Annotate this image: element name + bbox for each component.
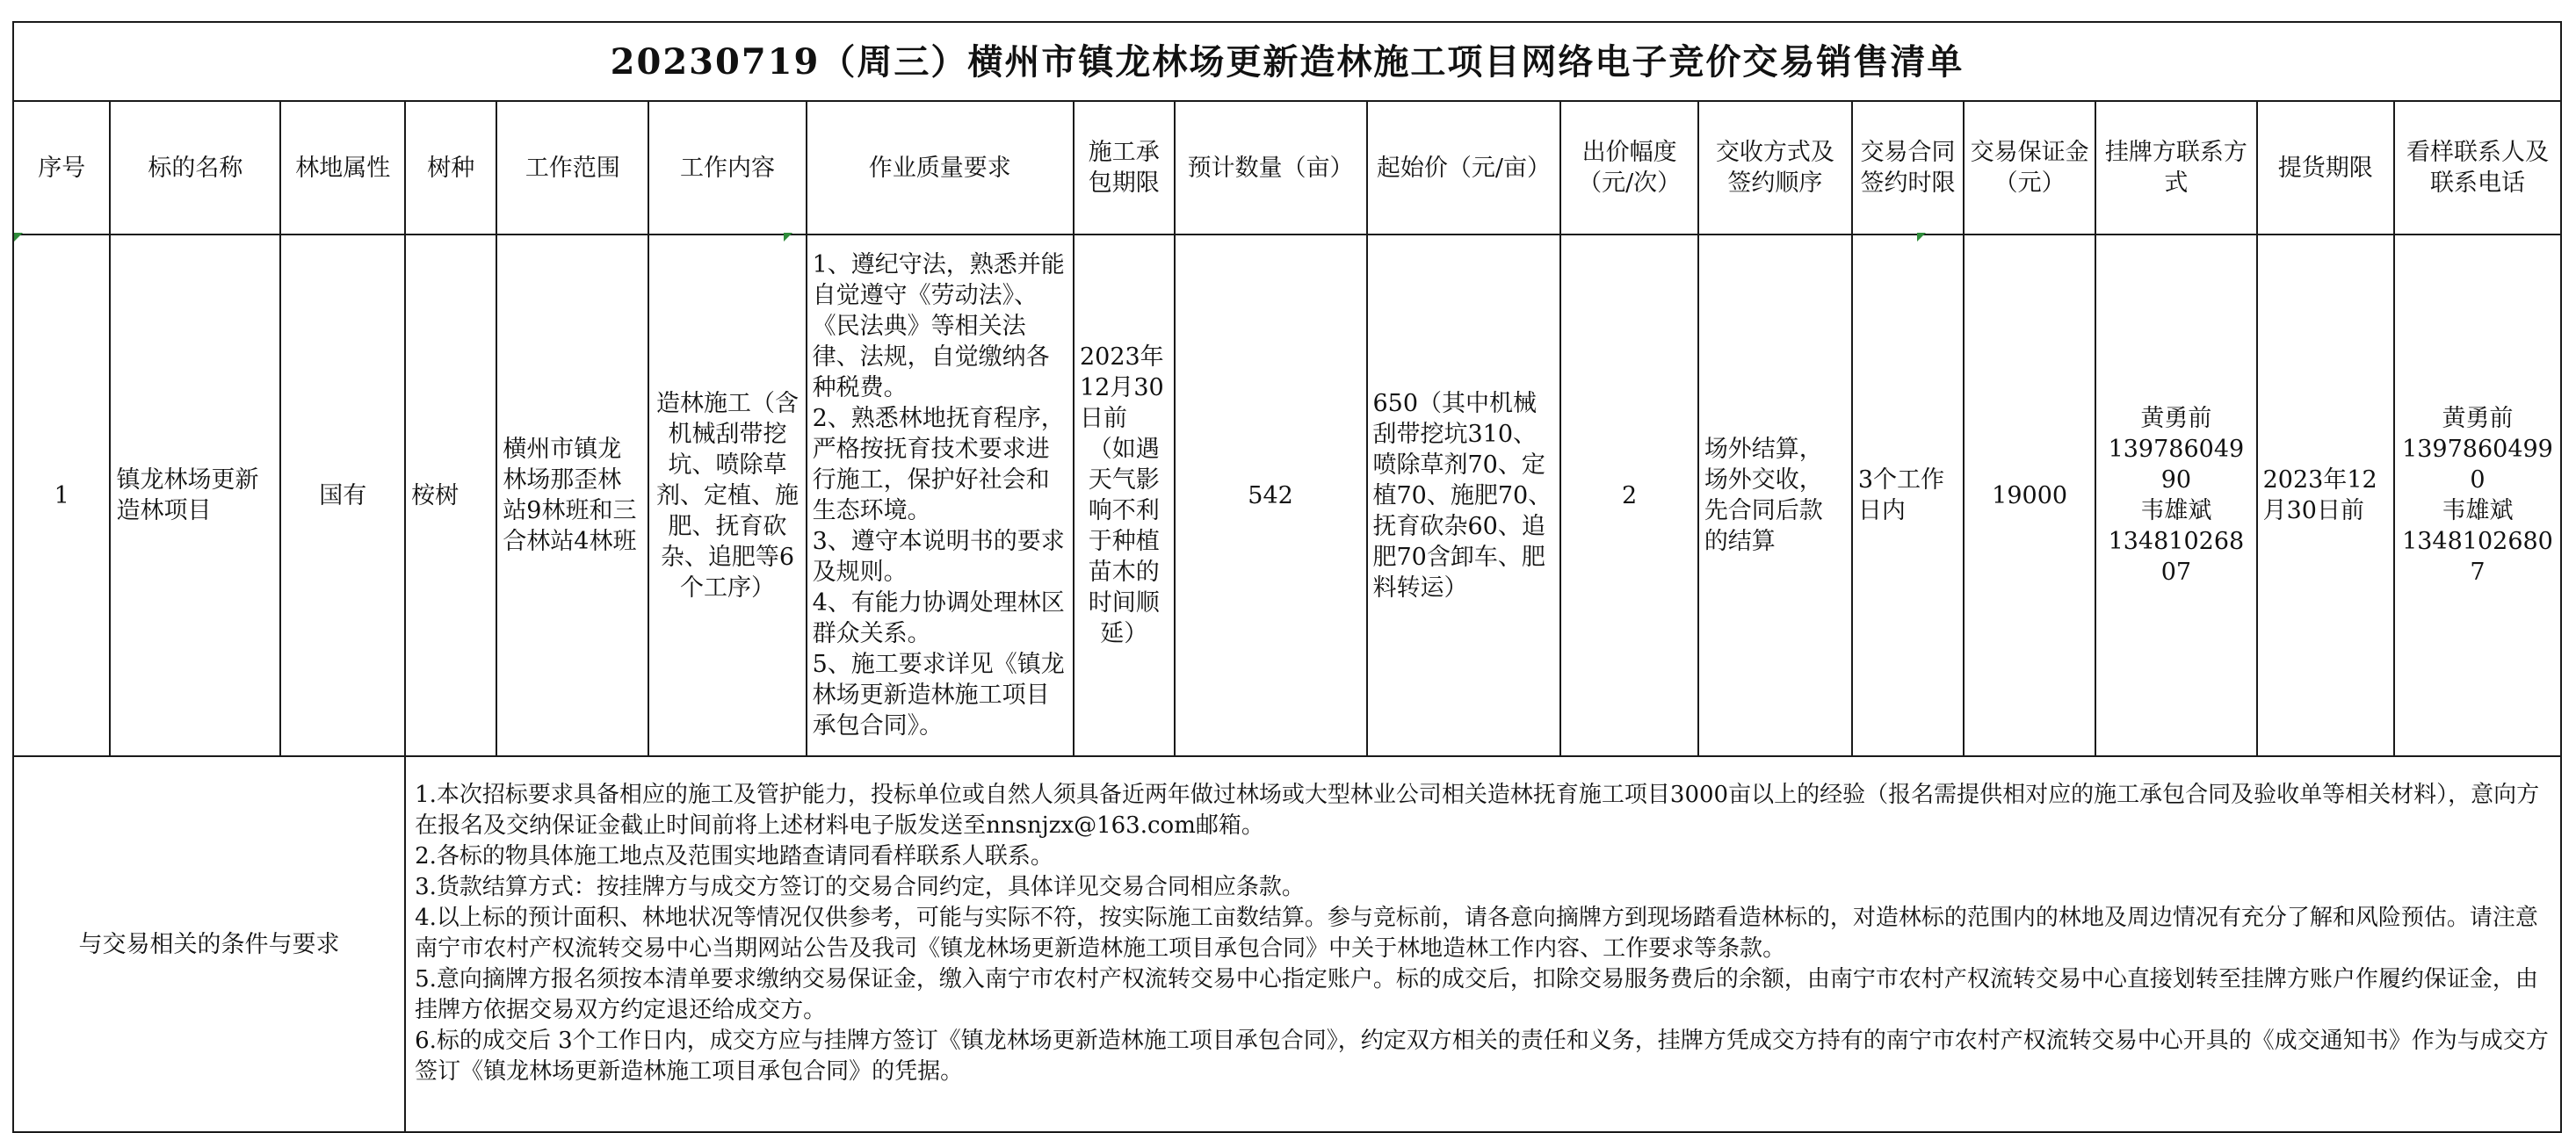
- quality-item: 5、施工要求详见《镇龙林场更新造林施工项目承包合同》。: [812, 651, 1065, 740]
- header-deposit: 交易保证金（元）: [1964, 101, 2095, 235]
- header-period: 施工承包期限: [1074, 101, 1175, 235]
- header-increment: 出价幅度（元/次）: [1560, 101, 1697, 235]
- conditions-row: [13, 756, 2561, 1132]
- page-title: 20230719（周三）横州市镇龙林场更新造林施工项目网络电子竞价交易销售清单: [13, 22, 2561, 101]
- conditions-notes: [405, 756, 2561, 1132]
- cell-viewer: [2394, 235, 2561, 756]
- header-start-price: 起始价（元/亩）: [1367, 101, 1561, 235]
- condition-item: 6.标的成交后 3个工作日内，成交方应与挂牌方签订《镇龙林场更新造林施工项目承包合同》，约定双方相关的责任和义务，挂牌方凭成交方持有的南宁市农村产权流转交易中心开具的《成交通知书》作为与成交方签订《镇龙林场更新造林施工项目承包合同》的凭据。: [415, 1028, 2549, 1085]
- condition-item: 2.各标的物具体施工地点及范围实地踏查请同看样联系人联系。: [415, 843, 1053, 870]
- cell-scope: 横州市镇龙林场那歪林站9林班和三合林站4林班: [496, 235, 648, 756]
- viewer-phone: 13978604990: [2402, 436, 2553, 494]
- cell-delivery: 场外结算，场外交收，先合同后款的结算: [1698, 235, 1852, 756]
- contact-phone: 13481026807: [2108, 528, 2245, 586]
- cell-species: 桉树: [405, 235, 496, 756]
- conditions-label: 与交易相关的条件与要求: [13, 756, 405, 1132]
- quality-item: 1、遵纪守法，熟悉并能自觉遵守《劳动法》、《民法典》等相关法律、法规，自觉缴纳各种税费。: [812, 251, 1065, 401]
- viewer-name: 韦雄斌: [2442, 497, 2514, 524]
- header-pickup: 提货期限: [2257, 101, 2394, 235]
- cell-quality: [807, 235, 1074, 756]
- header-name: 标的名称: [110, 101, 280, 235]
- header-row: [13, 101, 2561, 235]
- cell-pickup: 2023年12月30日前: [2257, 235, 2394, 756]
- cell-quantity: 542: [1175, 235, 1367, 756]
- header-content: 工作内容: [648, 101, 806, 235]
- cell-name: 镇龙林场更新造林项目: [110, 235, 280, 756]
- comment-marker-icon: [14, 233, 23, 242]
- viewer-name: 黄勇前: [2442, 405, 2514, 432]
- comment-marker-icon: [1917, 233, 1926, 242]
- period-note: （如遇天气影响不利于种植苗木的时间顺延）: [1088, 436, 1160, 647]
- header-scope: 工作范围: [496, 101, 648, 235]
- quality-item: 4、有能力协调处理林区群众关系。: [812, 589, 1065, 647]
- condition-item: 5.意向摘牌方报名须按本清单要求缴纳交易保证金，缴入南宁市农村产权流转交易中心指定账户。标的成交后，扣除交易服务费后的余额，由南宁市农村产权流转交易中心直接划转至挂牌方账户作履约保证金，由挂牌方依据交易双方约定退还给成交方。: [415, 966, 2538, 1023]
- header-quality: 作业质量要求: [807, 101, 1074, 235]
- period-date: 2023年12月30日前: [1079, 343, 1164, 432]
- cell-content: 造林施工（含机械刮带挖坑、喷除草剂、定植、施肥、抚育砍杂、追肥等6个工序）: [648, 235, 806, 756]
- header-quantity: 预计数量（亩）: [1175, 101, 1367, 235]
- header-seq: 序号: [13, 101, 110, 235]
- contact-name: 韦雄斌: [2140, 497, 2212, 524]
- header-sign-time: 交易合同签约时限: [1852, 101, 1964, 235]
- viewer-phone: 13481026807: [2402, 528, 2553, 586]
- contact-phone: 13978604990: [2108, 436, 2245, 494]
- table-row: [13, 235, 2561, 756]
- header-viewer: 看样联系人及联系电话: [2394, 101, 2561, 235]
- header-delivery: 交收方式及签约顺序: [1698, 101, 1852, 235]
- cell-sign-time: 3个工作日内: [1852, 235, 1964, 756]
- cell-land: 国有: [280, 235, 405, 756]
- header-species: 树种: [405, 101, 496, 235]
- cell-start-price: 650（其中机械刮带挖坑310、喷除草剂70、定植70、施肥70、抚育砍杂60、追肥70含卸车、肥料转运）: [1367, 235, 1561, 756]
- contact-name: 黄勇前: [2140, 405, 2212, 432]
- header-contact: 挂牌方联系方式: [2095, 101, 2256, 235]
- cell-period: [1074, 235, 1175, 756]
- condition-item: 3.货款结算方式：按挂牌方与成交方签订的交易合同约定，具体详见交易合同相应条款。: [415, 874, 1305, 900]
- comment-marker-icon: [784, 233, 792, 242]
- cell-contact: [2095, 235, 2256, 756]
- cell-seq: 1: [13, 235, 110, 756]
- cell-increment: 2: [1560, 235, 1697, 756]
- cell-deposit: 19000: [1964, 235, 2095, 756]
- sales-list-table: [12, 21, 2562, 1133]
- quality-item: 2、熟悉林地抚育程序，严格按抚育技术要求进行施工，保护好社会和生态环境。: [812, 405, 1065, 524]
- quality-item: 3、遵守本说明书的要求及规则。: [812, 528, 1065, 586]
- condition-item: 4.以上标的预计面积、林地状况等情况仅供参考，可能与实际不符，按实际施工亩数结算。参与竞标前，请各意向摘牌方到现场踏看造林标的，对造林标的范围内的林地及周边情况有充分了解和风险预估。请注意南宁市农村产权流转交易中心当期网站公告及我司《镇龙林场更新造林施工项目承包合同》中关于林地造林工作内容、工作要求等条款。: [415, 905, 2538, 962]
- header-land: 林地属性: [280, 101, 405, 235]
- condition-item: 1.本次招标要求具备相应的施工及管护能力，投标单位或自然人须具备近两年做过林场或大型林业公司相关造林抚育施工项目3000亩以上的经验（报名需提供相对应的施工承包合同及验收单等相关材料），意向方在报名及交纳保证金截止时间前将上述材料电子版发送至nnsnjzx@163.com邮箱。: [415, 782, 2540, 839]
